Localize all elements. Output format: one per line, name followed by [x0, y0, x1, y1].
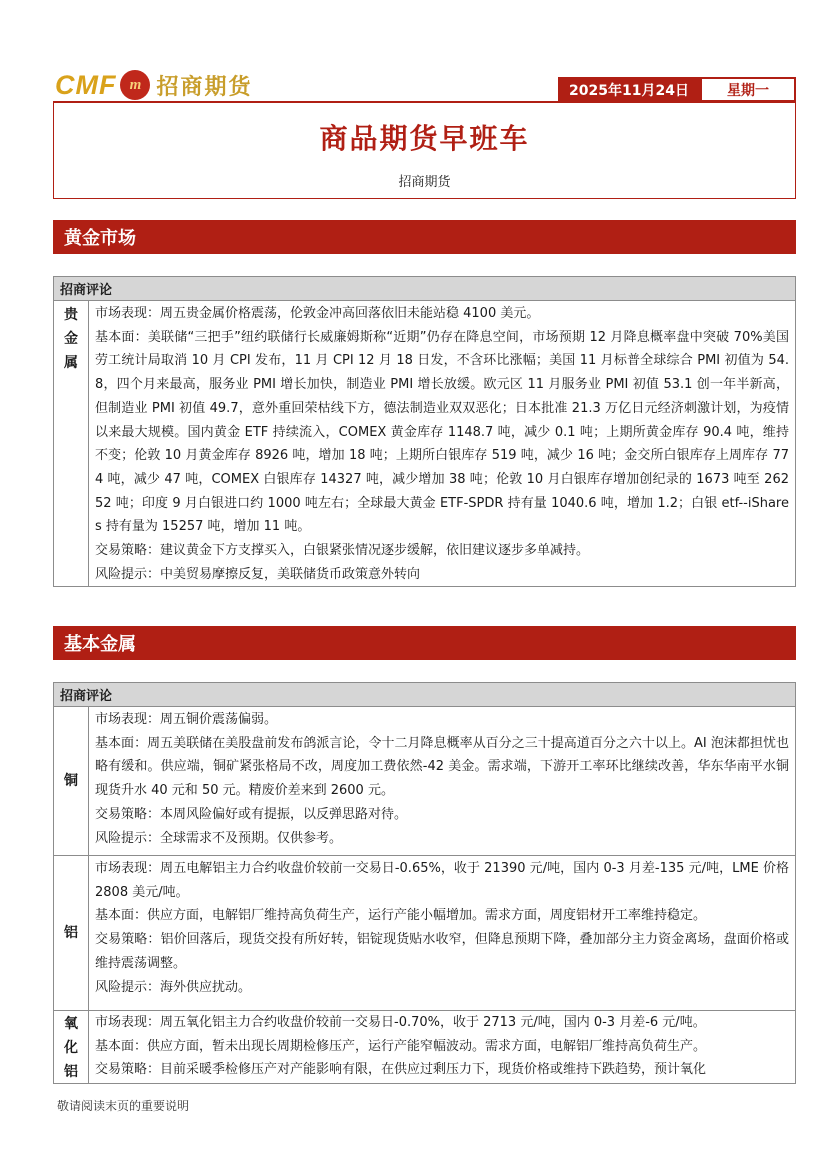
- trading-strategy: 交易策略：本周风险偏好或有提振，以反弹思路对待。: [95, 806, 408, 822]
- footer-divider: [53, 1083, 796, 1084]
- fundamentals: 基本面：供应方面，暂未出现长周期检修压产，运行产能窄幅波动。需求方面，电解铝厂维持高负荷生产。: [95, 1038, 707, 1054]
- risk-warning: 风险提示：全球需求不及预期。仅供参考。: [95, 830, 343, 846]
- market-performance: 市场表现：周五贵金属价格震荡，伦敦金冲高回落依旧未能站稳 4100 美元。: [95, 306, 540, 321]
- trading-strategy: 交易策略：建议黄金下方支撑买入，白银紧张情况逐步缓解，依旧建议逐步多单减持。: [95, 543, 590, 559]
- row-label-copper: 铜: [54, 707, 89, 855]
- table-row: [54, 301, 795, 586]
- page-subtitle: 招商期货: [398, 175, 451, 190]
- fundamentals: 基本面：周五美联储在美股盘前发布鸽派言论，令十二月降息概率从百分之三十提高道百分之六十以上。AI 泡沫都担忧也略有缓和。供应端，铜矿紧张格局不改，周度加工费依然-42 美金。需求端，下游开工率环比继续改善，华东华南平水铜现货升水 40 元和 50 元。精废价差来到 2600 元。: [95, 735, 789, 799]
- gold-comment-table: [53, 276, 796, 587]
- trading-strategy: 交易策略：目前采暖季检修压产对产能影响有限，在供应过剩压力下，现货价格或维持下跌趋势，预计氧化: [95, 1062, 707, 1078]
- report-date: 2025年11月24日: [558, 77, 700, 102]
- title-box: [53, 103, 796, 199]
- risk-warning: 风险提示：中美贸易摩擦反复，美联储货币政策意外转向: [95, 566, 421, 582]
- alumina-clip: [53, 1010, 796, 1084]
- row-content: [89, 707, 795, 855]
- table-header: 招商评论: [54, 683, 795, 707]
- section-title-base-metals: 基本金属: [53, 626, 796, 660]
- risk-warning: 风险提示：海外供应扰动。: [95, 979, 252, 995]
- section-title-gold: 黄金市场: [53, 220, 796, 254]
- row-label-aluminium: 铝: [54, 856, 89, 1010]
- table-header: 招商评论: [54, 277, 795, 301]
- market-performance: 市场表现：周五氧化铝主力合约收盘价较前一交易日-0.70%，收于 2713 元/吨，国内 0-3 月差-6 元/吨。: [95, 1015, 706, 1030]
- fundamentals: 基本面：美联储“三把手”纽约联储行长威廉姆斯称“近期”仍存在降息空间，市场预期 12 月降息概率盘中突破 70%美国劳工统计局取消 10 月 CPI 发布，11 月 CPI 12 月 18 日发，不含环比涨幅；美国 11 月标普全球综合 PMI 初值为 54.8，四个月来最高，服务业 PMI 增长加快，制造业 PMI 增长放缓。欧元区 11 月服务业 PMI 初值 53.1 创一年半新高，但制造业 PMI 初值 49.7，意外重回荣枯线下方，德法制造业双双恶化；日本批准 21.3 万亿日元经济刺激计划，为疫情以来最大规模。国内黄金 ETF 持续流入，COMEX 黄金库存 1148.7 吨，减少 0.1 吨；上期所黄金库存 90.4 吨，维持不变；伦敦 10 月黄金库存 8926 吨，增加 18 吨；上期所白银库存 519 吨，减少 16 吨；金交所白银库存上周库存 774 吨，减少 47 吨，COMEX 白银库存 14327 吨，减少增加 38 吨；伦敦 10 月白银库存增加创纪录的 1673 吨至 26252 吨；印度 9 月白银进口约 1000 吨左右；全球最大黄金 ETF-SPDR 持有量 1040.6 吨，增加 1.2；白银 etf--iShares 持有量为 15257 吨，增加 11 吨。: [95, 329, 789, 535]
- logo-badge-icon: m: [120, 70, 150, 100]
- table-row: [54, 856, 795, 1010]
- logo-latin: CMF: [55, 69, 117, 100]
- logo-chinese: 招商期货: [156, 74, 253, 100]
- page-title: 商品期货早班车: [319, 122, 530, 155]
- report-weekday: 星期一: [700, 77, 796, 102]
- company-logo: [55, 68, 253, 102]
- market-performance: 市场表现：周五电解铝主力合约收盘价较前一交易日-0.65%，收于 21390 元/吨，国内 0-3 月差-135 元/吨，LME 价格 2808 美元/吨。: [95, 861, 789, 900]
- row-content: [89, 301, 795, 586]
- base-comment-table: [53, 682, 796, 1011]
- fundamentals: 基本面：供应方面，电解铝厂维持高负荷生产，运行产能小幅增加。需求方面，周度铝材开工率维持稳定。: [95, 908, 707, 924]
- alumina-table: [53, 1010, 796, 1084]
- row-label-precious-metals: 贵金属: [54, 301, 89, 586]
- table-row: [54, 1010, 795, 1084]
- row-label-alumina: 氧化铝: [54, 1010, 89, 1084]
- footer-note: 敬请阅读末页的重要说明: [57, 1099, 190, 1113]
- table-row: [54, 707, 795, 856]
- row-content: [89, 856, 795, 1010]
- trading-strategy: 交易策略：铝价回落后，现货交投有所好转，铝锭现货贴水收窄，但降息预期下降，叠加部分主力资金离场，盘面价格或维持震荡调整。: [95, 932, 789, 971]
- market-performance: 市场表现：周五铜价震荡偏弱。: [95, 712, 278, 727]
- row-content: [89, 1010, 795, 1084]
